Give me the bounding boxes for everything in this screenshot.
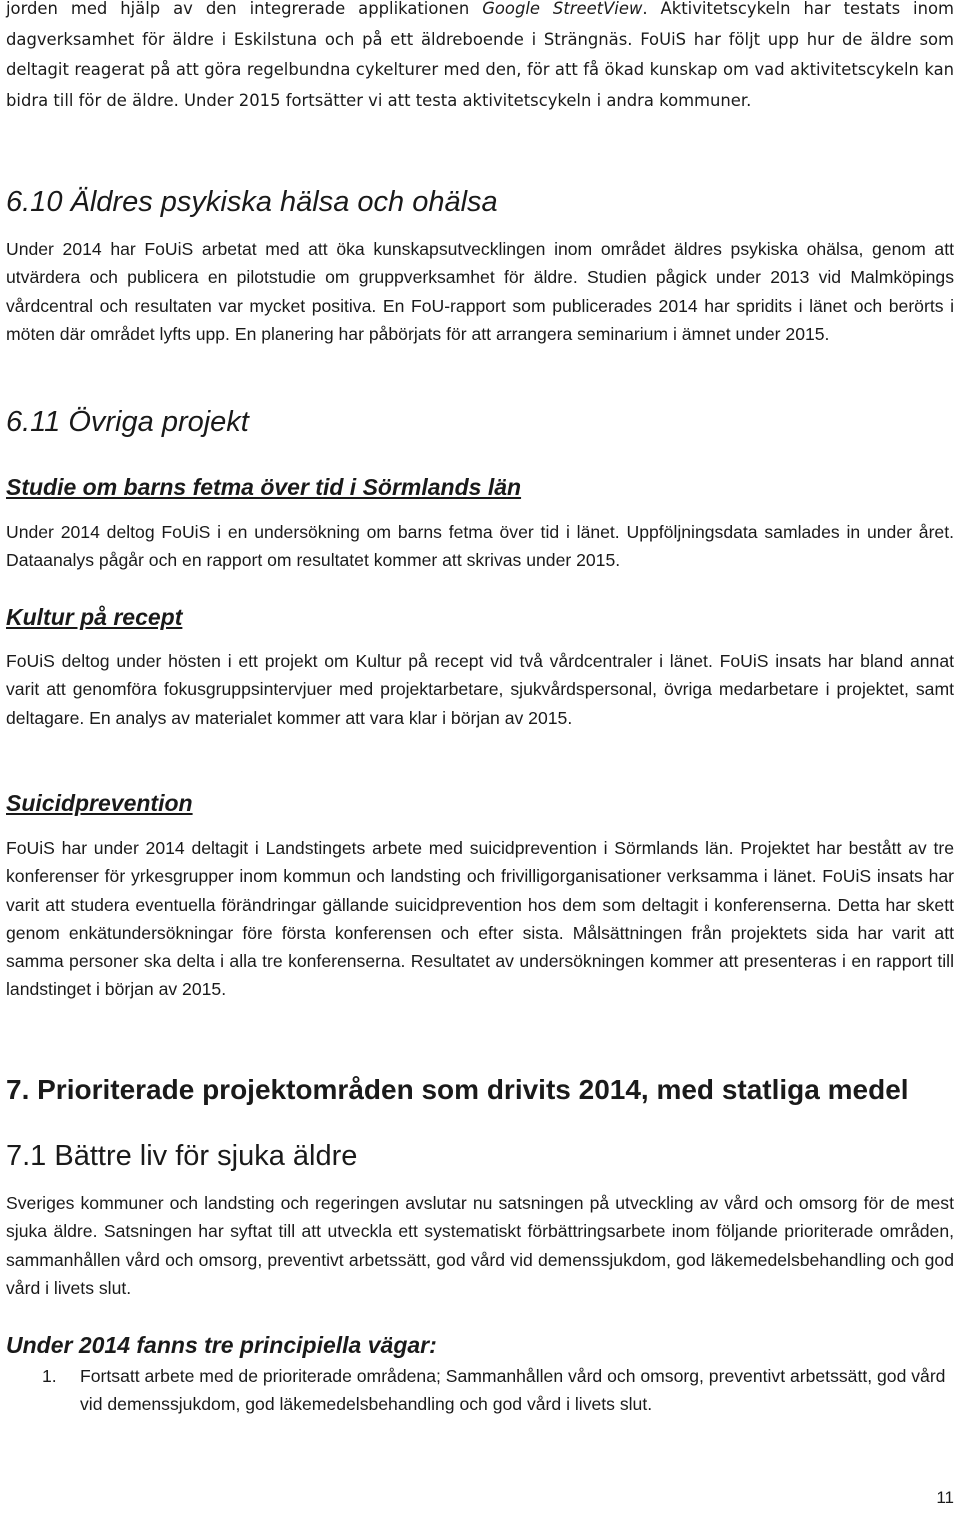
section-6-10-text: Under 2014 har FoUiS arbetat med att öka kunskapsutvecklingen inom området äldres psykiska ohälsa, genom att utvärdera och publicera en pilotstudie om gruppverksamhet för äldre. Studien pågick under 2013 vid Malmköpings vårdcentral och resultaten var mycket positiva. En FoU-rapport som publicerades 2014 har spridits i länet och berörts i möten där området lyfts upp. En planering har påbörjats för att arrangera seminarium i ämnet under 2015. [6, 239, 954, 344]
intro-paragraph [6, 0, 954, 116]
kultur-text: FoUiS deltog under hösten i ett projekt om Kultur på recept vid två vårdcentraler i länet. FoUiS insats har bland annat varit att genomföra fokusgruppsintervjuer med projektarbetare, sjukvårdspersonal, övriga medarbetare i projektet, samt deltagare. En analys av materialet kommer att vara klar i början av 2015. [6, 651, 954, 728]
list-item-number: 1. [42, 1366, 57, 1386]
section-6-10-heading: 6.10 Äldres psykiska hälsa och ohälsa [6, 186, 498, 218]
suicid-text: FoUiS har under 2014 deltagit i Landstingets arbete med suicidprevention i Sörmlands län. Projektet har bestått av tre konferenser för yrkesgrupper inom kommun och landsting och frivilligorganisationer verksamma i länet. FoUiS insats har varit att studera eventuella förändringar gällande suicidprevention hos dem som deltagit i konferenserna. Detta har skett genom enkätundersökningar före första konferensen och efter sista. Målsättningen från projektets sida har varit att samma personer ska delta i alla tre konferenserna. Resultatet av undersökningen kommer att presenteras i en rapport till landstinget i början av 2015. [6, 838, 954, 1000]
list-item [6, 1362, 954, 1419]
section-7-1-heading: 7.1 Bättre liv för sjuka äldre [6, 1140, 358, 1172]
section-7-heading: 7. Prioriterade projektområden som drivits 2014, med statliga medel [6, 1074, 909, 1105]
list-item-text: Fortsatt arbete med de prioriterade områdena; Sammanhållen vård och omsorg, preventivt arbetssätt, god vård vid demenssjukdom, god läkemedelsbehandling och god vård i livets slut. [80, 1366, 946, 1415]
fetma-text: Under 2014 deltog FoUiS i en undersökning om barns fetma över tid i länet. Uppföljningsdata samlades in under året. Dataanalys pågår och en rapport om resultatet kommer att skrivas under 2015. [6, 522, 954, 571]
principal-paths-list [6, 1362, 954, 1419]
fetma-heading: Studie om barns fetma över tid i Sörmlands län [6, 474, 522, 500]
section-7-1-text: Sveriges kommuner och landsting och regeringen avslutar nu satsningen på utveckling av vård och omsorg för de mest sjuka äldre. Satsningen har syftat till att utveckla ett systematiskt förbättringsarbete inom följande prioriterade områden, sammanhållen vård och omsorg, preventivt arbetssätt, god vård vid demenssjukdom, god läkemedelsbehandling och god vård i livets slut. [6, 1193, 954, 1298]
kultur-heading: Kultur på recept [6, 604, 183, 630]
section-6-11-heading: 6.11 Övriga projekt [6, 406, 249, 438]
intro-text-start: jorden med hjälp av den integrerade applikationen [6, 0, 483, 18]
intro-text-end: . Aktivitetscykeln har testats inom dagverksamhet för äldre i Eskilstuna och på ett äldreboende i Strängnäs. FoUiS har följt upp hur de äldre som deltagit reagerat på att göra regelbundna cykelturer med den, för att få ökad kunskap om vad aktivitetscykeln kan bidra till för de äldre. Under 2015 fortsätter vi att testa aktivitetscykeln i andra kommuner. [6, 0, 954, 110]
suicid-heading: Suicidprevention [6, 790, 193, 816]
intro-app-name: Google StreetView [482, 0, 643, 18]
page-number: 11 [936, 1488, 954, 1507]
section-7-1-subheading: Under 2014 fanns tre principiella vägar: [6, 1332, 437, 1358]
